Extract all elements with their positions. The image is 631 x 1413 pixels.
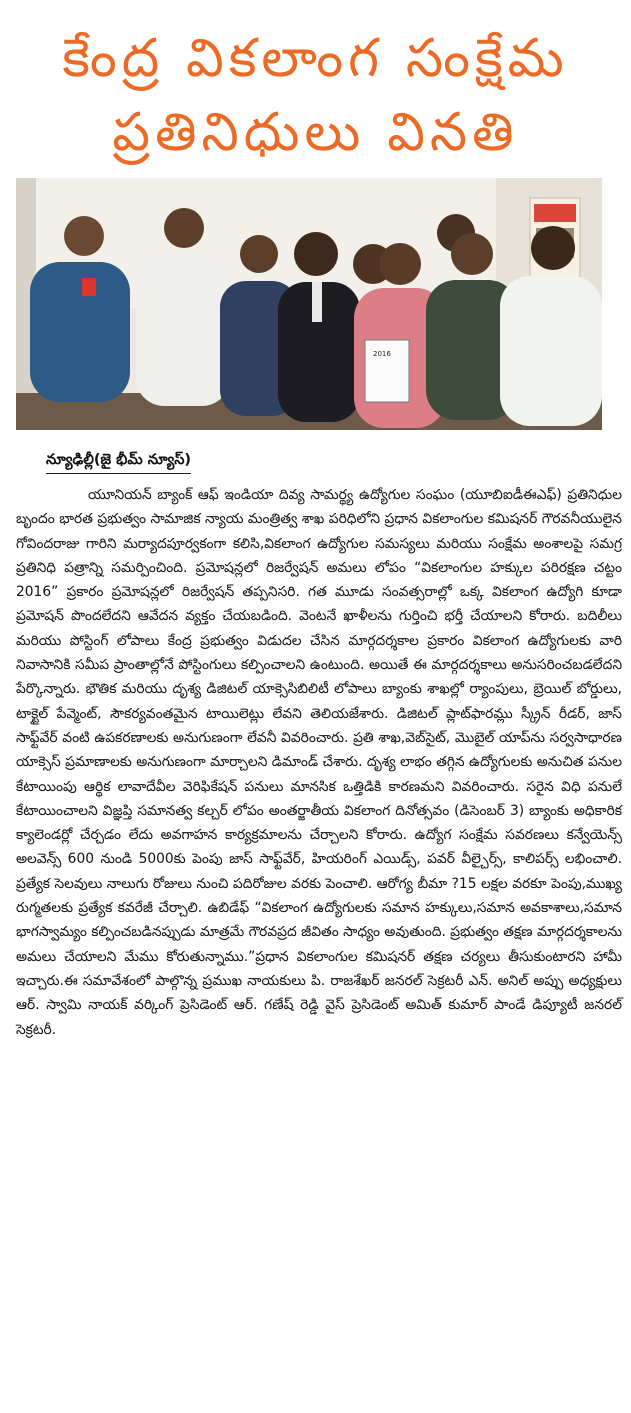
headline — [0, 22, 631, 170]
dateline: న్యూఢిల్లీ(జై భీమ్ న్యూస్) — [46, 452, 191, 474]
photo-document-year: 2016 — [373, 350, 391, 358]
news-photo — [16, 178, 602, 430]
article-paragraph: యూనియన్ బ్యాంక్ ఆఫ్ ఇండియా దివ్య సామర్థ్య ఉద్యోగుల సంఘం (యూబిఐడీఈఎఫ్) ప్రతినిధుల బృందం భారత ప్రభుత్వం సామాజిక న్యాయ మంత్రిత్వ శాఖ పరిధిలోని ప్రధాన వికలాంగుల కమిషనర్ గౌరవనీయులైన గోవిందరాజు గారిని మర్యాదపూర్వకంగా కలిసి,వికలాంగ ఉద్యోగుల సమస్యలు మరియు సంక్షేమ అంశాలపై సమగ్ర ప్రతినిధి పత్రాన్ని సమర్పించింది. ప్రమోషన్లలో రిజర్వేషన్ అమలు లోపం “వికలాంగుల హక్కుల పరిరక్షణ చట్టం 2016” ప్రకారం ప్రమోషన్లలో రిజర్వేషన్ తప్పనిసరి. గత మూడు సంవత్సరాల్లో ఒక్క వికలాంగ ఉద్యోగి కూడా ప్రమోషన్ పొందలేదని ఆవేదన వ్యక్తం చేయబడింది. వెంటనే ఖాళీలను గుర్తించి భర్తీ చేయాలని కోరారు. బదిలీలు మరియు పోస్టింగ్ లోపాలు కేంద్ర ప్రభుత్వం విడుదల చేసిన మార్గదర్శకాల ప్రకారం వికలాంగ ఉద్యోగులకు వారి నివాసానికి సమీప ప్రాంతాల్లోనే పోస్టింగులు కల్పించాలని ఉంటుంది. అయితే ఈ మార్గదర్శకాలు అనుసరించబడలేదని పేర్కొన్నారు. భౌతిక మరియు దృశ్య డిజిటల్ యాక్సెసిబిలిటీ లోపాలు బ్యాంకు శాఖల్లో ర్యాంపులు, బ్రెయిల్ బోర్డులు, టాక్టైల్ పేవ్మెంట్, సౌకర్యవంతమైన టాయిలెట్లు లేవని తెలియజేశారు. డిజిటల్ ప్లాట్‌ఫారమ్లు స్క్రీన్ రీడర్, జాస్ సాఫ్ట్‌వేర్ వంటి ఉపకరణాలకు అనుగుణంగా లేవనీ వివరించారు. ప్రతి శాఖ,వెబ్‌సైట్, మొబైల్ యాప్‌ను సర్వసాధారణ యాక్సెస్ ప్రమాణాలకు అనుగుణంగా మార్చాలని డిమాండ్ చేశారు. దృశ్య లాభం తగ్గిన ఉద్యోగులకు అనుచిత పనుల కేటాయింపు ఆర్థిక లావాదేవీల వెరిఫికేషన్ పనులు మానసిక ఒత్తిడికి కారణమని వివరించారు. సరైన విధి పనులే కేటాయించాలని విజ్ఞప్తి సమానత్వ కల్చర్ లోపం అంతర్జాతీయ వికలాంగ దినోత్సవం (డిసెంబర్ 3) బ్యాంకు అధికారిక క్యాలెండర్లో చేర్చడం లేదు అవగాహన కార్యక్రమాలను చేర్చాలని కోరారు. ఉద్యోగ సంక్షేమ సవరణలు కన్వేయెన్స్ అలవెన్స్ 600 నుండి 5000కు పెంపు జాస్ సాఫ్ట్‌వేర్, హియరింగ్ ఎయిడ్స్, పవర్ వీల్చైర్స్, కాలిపర్స్ లభించాలి. ప్రత్యేక సెలవులు నాలుగు రోజులు నుంచి పదిరోజుల వరకు పెంచాలి. ఆరోగ్య బీమా ?15 లక్షల వరకూ పెంపు,ముఖ్య రుగ్మతలకు ప్రత్యేక కవరేజీ చేర్చాలి. ఉబిడేఫ్ “వికలాంగ ఉద్యోగులకు సమాన హక్కులు,సమాన అవకాశాలు,సమాన భాగస్వామ్యం కల్పించబడినప్పుడు మాత్రమే గౌరవప్రద జీవితం సాధ్యం అవుతుంది. ప్రభుత్వం తక్షణ మార్గదర్శకాలను అమలు చేయాలని మేము కోరుతున్నాము.”ప్రధాన వికలాంగుల కమిషనర్ తక్షణ చర్యలు తీసుకుంటారని హామీ ఇచ్చారు.ఈ సమావేశంలో పాల్గొన్న ప్రముఖ నాయకులు పి. రాజశేఖర్ జనరల్ సెక్రటరీ ఎన్. అనిల్ అప్పు అధ్యక్షులు ఆర్. స్వామి నాయక్ వర్కింగ్ ప్రెసిడెంట్ ఆర్. గణేష్ రెడ్డి వైస్ ప్రెసిడెంట్ అమిత్ కుమార్ పాండే డిప్యూటీ జనరల్ సెక్రటరీ. — [16, 487, 622, 1038]
article-body — [16, 483, 622, 1042]
headline-line-2: ప్రతినిధులు వినతి — [112, 102, 519, 163]
group-photo-illustration — [16, 178, 602, 430]
headline-line-1: కేంద్ర వికలాంగ సంక్షేమ — [62, 28, 569, 89]
